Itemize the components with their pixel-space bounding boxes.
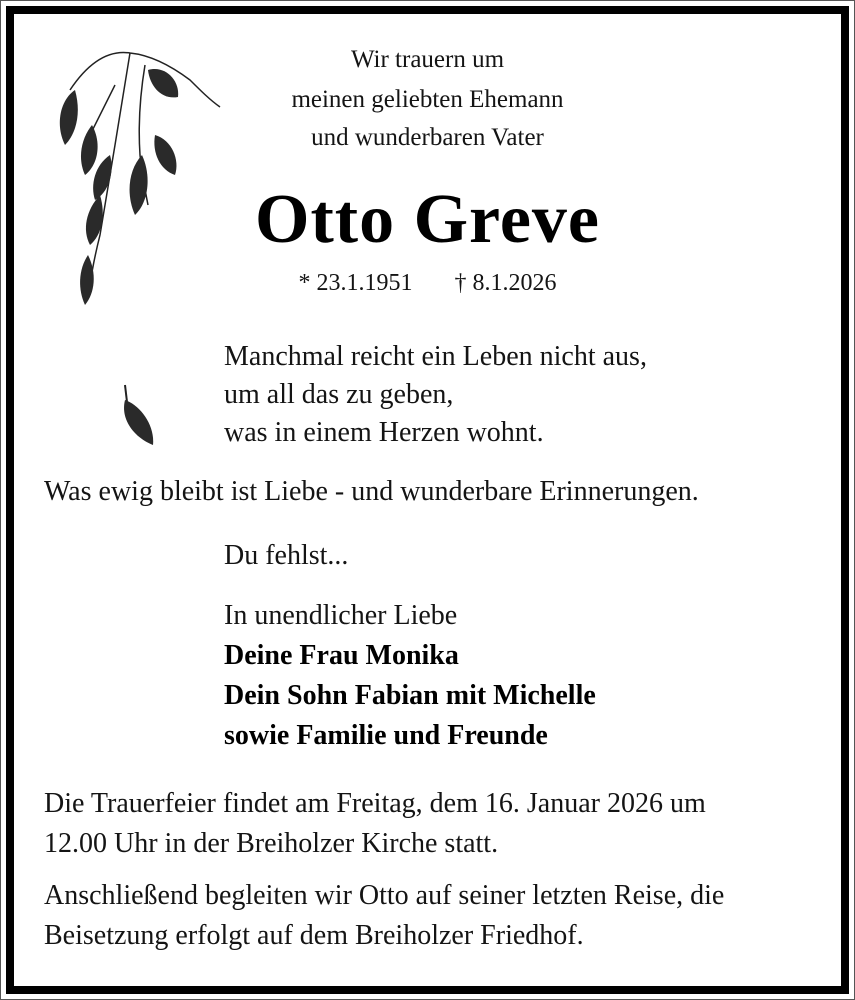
- burial-line-1: Anschließend begleiten wir Otto auf seiner letzten Reise, die: [44, 880, 725, 911]
- verse-line-2: um all das zu geben,: [224, 379, 454, 410]
- intro-line-1: Wir trauern um: [350, 46, 505, 73]
- verse-line-1: Manchmal reicht ein Leben nicht aus,: [224, 341, 647, 372]
- birth-date: * 23.1.1951: [298, 270, 413, 296]
- deceased-name: Otto Greve: [255, 181, 600, 258]
- leaf-icon: [115, 380, 160, 450]
- verse-line-3: was in einem Herzen wohnt.: [224, 417, 544, 448]
- burial-line-2: Beisetzung erfolgt auf dem Breiholzer Friedhof.: [44, 920, 584, 951]
- missing-line: Du fehlst...: [224, 540, 349, 571]
- funeral-line-1: Die Trauerfeier findet am Freitag, dem 16. Januar 2026 um: [44, 788, 706, 819]
- death-date: † 8.1.2026: [454, 270, 557, 296]
- quote-line: Was ewig bleibt ist Liebe - und wunderbare Erinnerungen.: [44, 476, 699, 507]
- signature-intro: In unendlicher Liebe: [224, 600, 458, 631]
- signatory-wife: Deine Frau Monika: [224, 640, 459, 671]
- intro-line-2: meinen geliebten Ehemann: [291, 86, 564, 113]
- funeral-line-2: 12.00 Uhr in der Breiholzer Kirche statt.: [44, 828, 499, 859]
- life-dates: [0, 270, 855, 297]
- signatory-family: sowie Familie und Freunde: [224, 720, 548, 751]
- intro-line-3: und wunderbaren Vater: [311, 124, 544, 151]
- signatory-son: Dein Sohn Fabian mit Michelle: [224, 680, 596, 711]
